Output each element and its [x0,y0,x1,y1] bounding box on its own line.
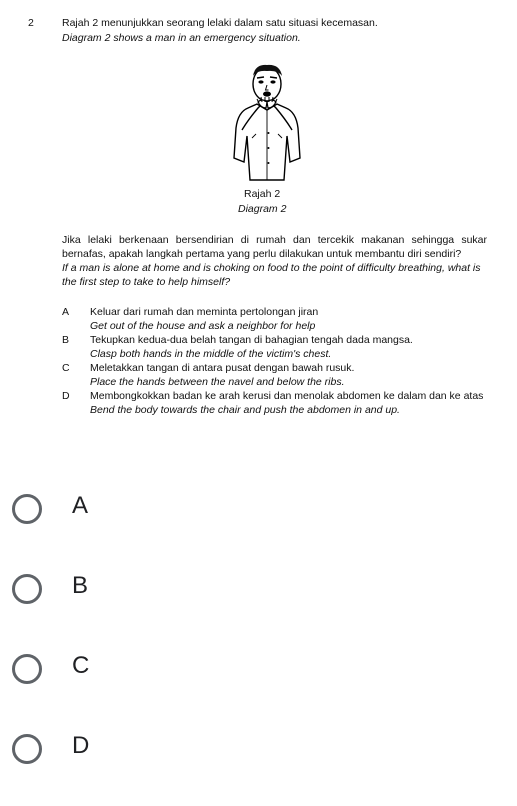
answer-choice-c[interactable] [0,654,517,714]
figure-caption-malay: Rajah 2 [244,188,281,200]
answer-label[interactable]: B [72,572,89,599]
choking-man-illustration [222,58,312,186]
option-c [62,362,487,389]
option-text-english: Place the hands between the navel and below the ribs. [90,375,345,388]
option-text-english: Clasp both hands in the middle of the victim's chest. [90,347,332,360]
question-stem-english: Diagram 2 shows a man in an emergency situation. [62,32,301,44]
option-b [62,334,487,361]
option-text-english: Get out of the house and ask a neighbor for help [90,319,316,332]
question-stem-malay: Rajah 2 menunjukkan seorang lelaki dalam satu situasi kecemasan. [62,17,378,29]
radio-button[interactable] [12,734,42,764]
option-a [62,306,487,333]
question-paragraph-english: If a man is alone at home and is choking on food to the point of difficulty breathing, what is the first step to take to help himself? [62,262,481,288]
figure-caption-english: Diagram 2 [238,203,287,215]
option-d [62,390,487,417]
radio-button[interactable] [12,494,42,524]
option-text-english: Bend the body towards the chair and push the abdomen in and up. [90,403,400,416]
option-text-malay: Membongkokkan badan ke arah kerusi dan menolak abdomen ke dalam dan ke atas [90,390,484,402]
question-paragraph-malay: Jika lelaki berkenaan bersendirian di rumah dan tercekik makanan sehingga sukar bernafas, apakah langkah pertama yang perlu dilakukan untuk membantu diri sendiri? [62,234,487,260]
answer-choice-d[interactable] [0,734,517,794]
option-letter: D [62,390,70,402]
radio-button[interactable] [12,574,42,604]
answer-choice-a[interactable] [0,494,517,554]
answer-label[interactable]: D [72,732,90,759]
answer-choice-b[interactable] [0,574,517,634]
answer-label[interactable]: A [72,492,89,519]
option-text-malay: Meletakkan tangan di antara pusat dengan bawah rusuk. [90,362,355,374]
option-letter: A [62,306,70,318]
answer-label[interactable]: C [72,652,90,679]
option-letter: C [62,362,70,374]
option-text-malay: Keluar dari rumah dan meminta pertolongan jiran [90,306,319,318]
option-letter: B [62,334,70,346]
question-number: 2 [28,17,34,29]
option-text-malay: Tekupkan kedua-dua belah tangan di bahagian tengah dada mangsa. [90,334,413,346]
radio-button[interactable] [12,654,42,684]
